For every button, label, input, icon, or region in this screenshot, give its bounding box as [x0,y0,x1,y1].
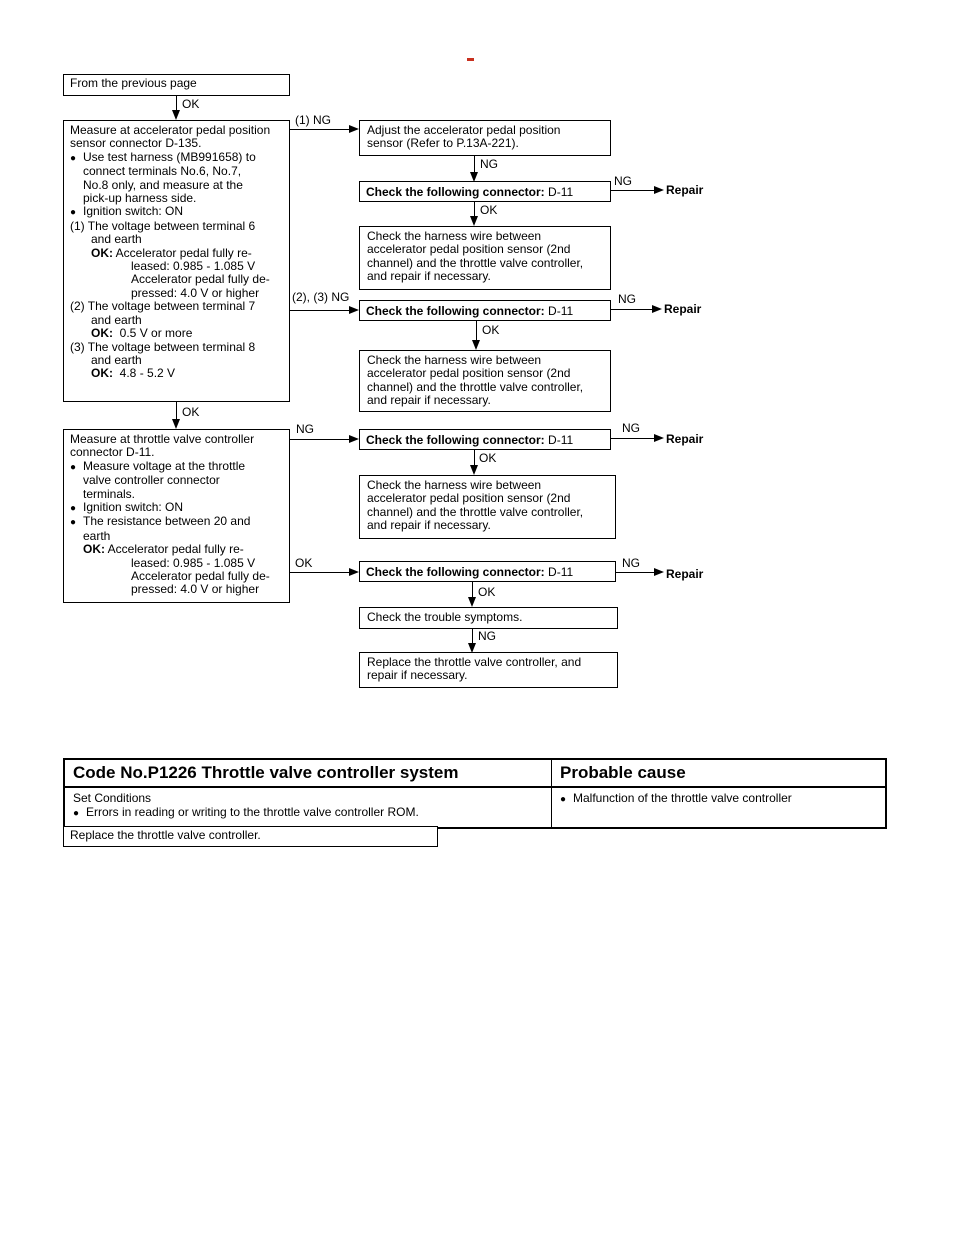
measure2-ok [70,543,283,556]
measure1-item2-l2: and earth [91,312,142,327]
ng-label: NG [614,174,632,188]
measure1-item1-l2: and earth [91,232,142,247]
measure2-bullet1-l2: valve controller connector [83,473,220,488]
replace-repair-box [359,652,618,688]
ng23-label: (2), (3) NG [292,290,350,304]
check-connector-box-2 [359,300,611,321]
arrow-down [472,340,480,350]
probable-cause-header: Probable cause [552,759,887,787]
arrow-right [652,305,662,313]
measure1-bullet1-l2: connect terminals No.6, No.7, [83,164,242,179]
code-table [63,758,887,829]
connector-line [290,310,350,311]
connector-line [290,572,350,573]
repair-label: Repair [664,302,702,316]
trouble-text: Check the trouble symptoms. [367,610,523,624]
probable-cause-cell [552,787,887,828]
ok-label: OK [480,203,498,217]
connector-id: D-11 [548,433,574,447]
measure1-item1-ok4: pressed: 4.0 V or higher [131,285,260,300]
ok-label: OK [182,405,200,419]
harness-line2: accelerator pedal position sensor (2nd [367,366,571,381]
measure2-bullet3-l1: ● The resistance between 20 and [70,515,283,529]
measure2-bullet1-l3: terminals. [83,486,136,501]
ng-label: NG [622,556,640,570]
ok-key: OK: [83,542,105,557]
measure1-bullet2: ● Ignition switch: ON [70,205,283,219]
measure2-ok4: pressed: 4.0 V or higher [131,582,260,597]
measure1-item1-l1: (1) The voltage between terminal 6 [70,218,256,233]
measure-accel-box [63,120,290,402]
arrow-down [470,465,478,475]
arrow-down [172,110,180,120]
ok-value: Accelerator pedal fully re- [107,542,244,557]
measure-throttle-box [63,429,290,603]
ok-key: OK: [91,245,113,260]
arrow-right [349,306,359,314]
harness-line4: and repair if necessary. [367,393,491,408]
adjust-line1: Adjust the accelerator pedal position [367,123,561,137]
harness-check-box-1 [359,226,611,290]
arrow-down [172,419,180,429]
connector-id: D-11 [548,565,574,579]
connector-id: D-11 [548,185,574,199]
ng-label: NG [618,292,636,306]
harness-line3: channel) and the throttle valve controller, [367,504,584,519]
check-connector-label: Check the following connector: [366,185,545,199]
harness-line4: and repair if necessary. [367,518,491,533]
set-conditions-label: Set Conditions [73,791,152,805]
harness-check-box-2 [359,350,611,412]
measure1-bullet1-l3: No.8 only, and measure at the [83,177,243,192]
measure2-ok3: Accelerator pedal fully de- [131,569,270,584]
ok-label: OK [482,323,500,337]
arrow-down [468,597,476,607]
from-previous-text: From the previous page [70,76,197,90]
ok-label: OK [478,585,496,599]
ok-label: OK [182,97,200,111]
header-mark [467,58,474,61]
harness-line2: accelerator pedal position sensor (2nd [367,491,571,506]
measure1-line2: sensor connector D-135. [70,136,202,151]
arrow-right [654,568,664,576]
ok-value: 0.5 V or more [119,326,193,341]
measure2-bullet2: ● Ignition switch: ON [70,501,283,515]
check-connector-label: Check the following connector: [366,304,545,318]
measure1-item2-ok [70,327,283,340]
harness-line3: channel) and the throttle valve controller, [367,379,584,394]
measure1-item1-ok3: Accelerator pedal fully de- [131,272,270,287]
measure2-line1: Measure at throttle valve controller [70,432,255,446]
measure1-item1-ok2: leased: 0.985 - 1.085 V [131,259,256,274]
connector-line [290,439,350,440]
connector-id: D-11 [548,304,574,318]
repair-label: Repair [666,432,704,446]
harness-line4: and repair if necessary. [367,269,491,284]
adjust-box [359,120,611,156]
connector-line [616,572,655,573]
trouble-symptoms-box [359,607,618,629]
ng-label: NG [478,629,496,643]
measure2-bullet3-l2: earth [83,528,111,543]
from-previous-box [63,74,290,96]
ok-value: Accelerator pedal fully re- [115,245,252,260]
ok-label: OK [479,451,497,465]
measure1-item1-ok [70,247,283,260]
check-connector-label: Check the following connector: [366,433,545,447]
arrow-right [349,125,359,133]
harness-line1: Check the harness wire between [367,478,542,492]
check-connector-box-4 [359,561,616,582]
check-connector-box-3 [359,429,611,450]
ok-key: OK: [91,326,113,341]
replace-controller-text: Replace the throttle valve controller. [70,828,261,842]
measure1-item2-l1: (2) The voltage between terminal 7 [70,299,256,314]
measure1-item3-l2: and earth [91,352,142,367]
repair-label: Repair [666,183,704,197]
measure2-bullet1-l1: ● Measure voltage at the throttle [70,460,283,474]
arrow-right [654,434,664,442]
arrow-right [349,568,359,576]
harness-line2: accelerator pedal position sensor (2nd [367,242,571,257]
harness-line1: Check the harness wire between [367,353,542,367]
measure1-bullet1-l1: ● Use test harness (MB991658) to [70,151,283,165]
repair-label: Repair [666,567,704,581]
harness-line3: channel) and the throttle valve controller, [367,255,584,270]
connector-line [611,438,655,439]
connector-line [611,309,653,310]
measure1-bullet1-l4: pick-up harness side. [83,191,197,206]
measure1-item3-ok [70,367,283,380]
arrow-right [349,435,359,443]
harness-line1: Check the harness wire between [367,229,542,243]
connector-line [290,129,350,130]
replace-line2: repair if necessary. [367,668,468,683]
ok-key: OK: [91,366,113,381]
adjust-line2: sensor (Refer to P.13A-221). [367,136,519,151]
measure2-line2: connector D-11. [70,445,155,460]
set-conditions-cell [64,787,552,828]
connector-line [611,190,655,191]
set-condition-item: ● Errors in reading or writing to the throttle valve controller ROM. [73,805,543,821]
check-connector-label: Check the following connector: [366,565,545,579]
arrow-right [654,186,664,194]
probable-cause-item: ● Malfunction of the throttle valve controller [560,791,877,807]
measure1-line1: Measure at accelerator pedal position [70,123,271,137]
harness-check-box-3 [359,475,616,539]
ng-label: NG [480,157,498,171]
code-title: Code No.P1226 Throttle valve controller system [64,759,552,787]
replace-line1: Replace the throttle valve controller, and [367,655,582,669]
check-connector-box-1 [359,181,611,202]
measure2-ok2: leased: 0.985 - 1.085 V [131,555,256,570]
arrow-down [470,216,478,226]
ng1-label: (1) NG [295,113,331,127]
ng-label: NG [622,421,640,435]
replace-controller-box [63,826,438,847]
measure1-item3-l1: (3) The voltage between terminal 8 [70,339,256,354]
ok-label: OK [295,556,313,570]
ok-value: 4.8 - 5.2 V [119,366,176,381]
ng-label: NG [296,422,314,436]
